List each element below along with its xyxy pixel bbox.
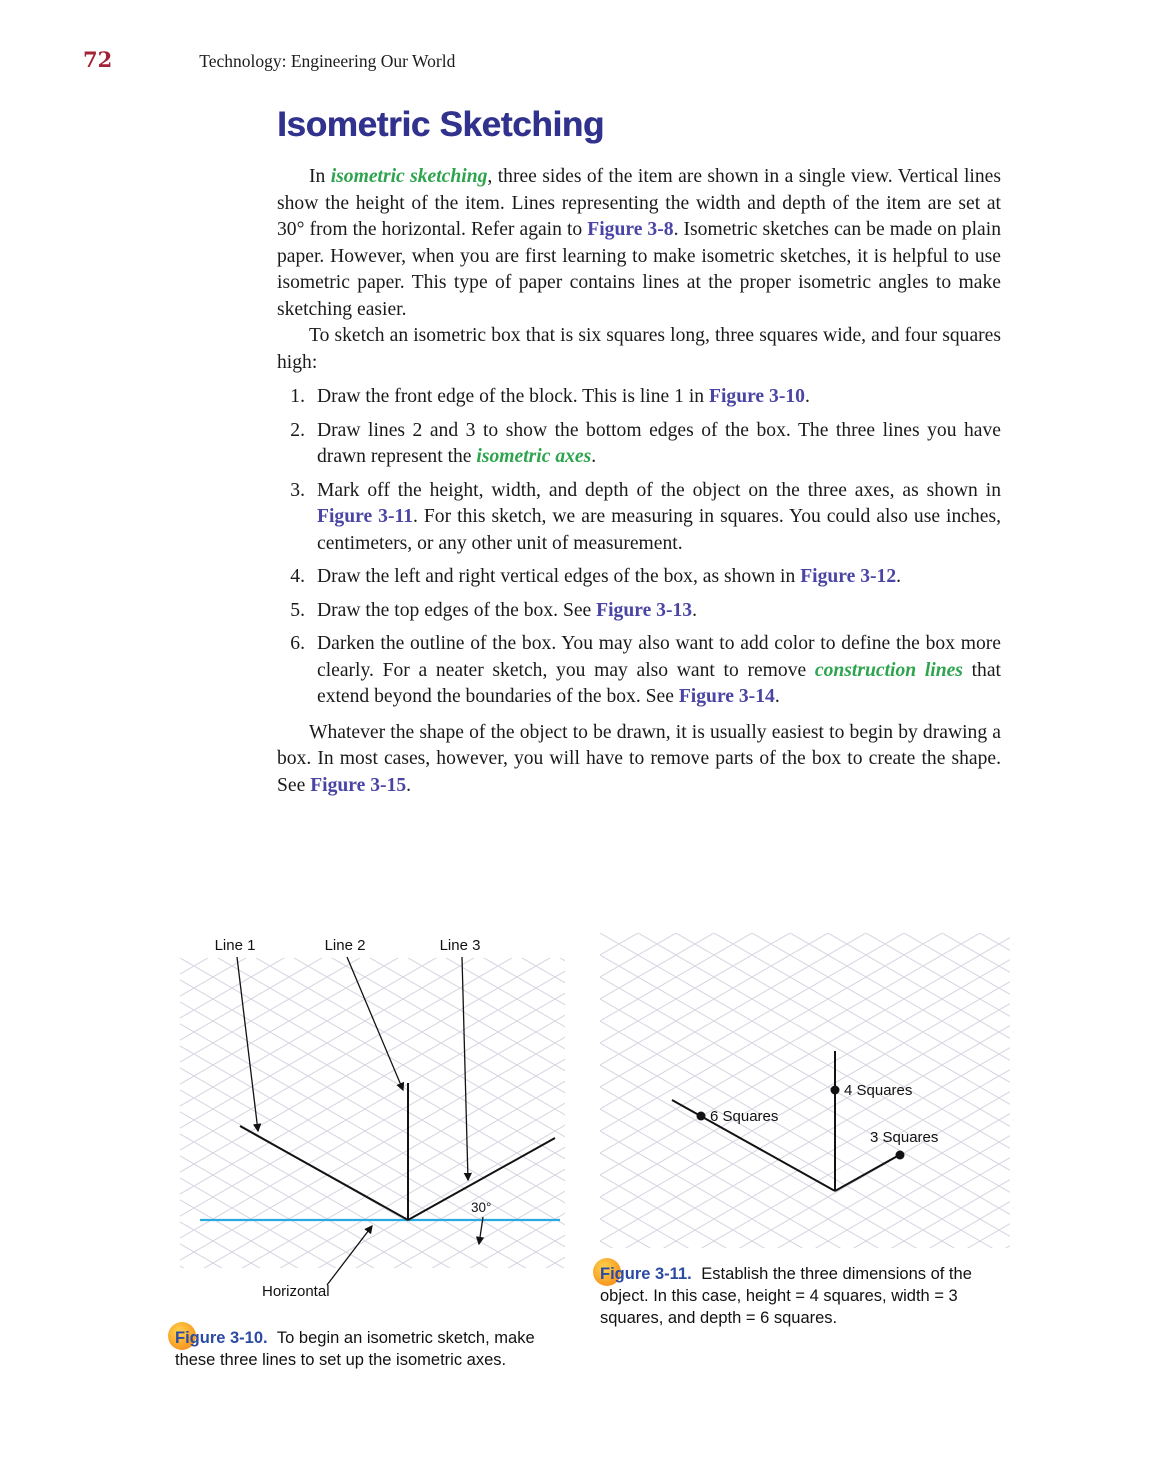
step-number: 6. [290,633,305,654]
text-run: . Isometric sketches can be made on plain paper. However, when you are first learning to make isometric sketches, it is helpful to use isometric paper. This type of paper contains lines at the proper isometric angles to make sketching easier. [277,219,1001,320]
text-run: . [406,774,412,796]
figure-reference: Figure 3-14 [678,686,775,707]
text-run: In [309,166,331,187]
width-mark-point [896,1151,905,1160]
text-run: . [774,686,780,707]
page-number: 72 [83,47,113,72]
lead-in-paragraph [277,323,1001,376]
isometric-grid-paper [180,958,565,1268]
line-2-label: Line 2 [324,937,366,954]
text-run: . [896,566,902,587]
key-term: construction lines [814,659,963,681]
step-number: 3. [290,479,305,501]
running-title: Technology: Engineering Our World [199,51,456,71]
intro-paragraph [277,164,1001,323]
figure-reference: Figure 3-10 [708,386,805,407]
text-run: , three sides of the item are shown in a single view. Vertical lines show the height of the item. Lines representing the width and depth of the item are set at 30° from the horizontal. Refer again to [277,166,1001,240]
caption-label: Figure 3-11. [600,1265,692,1283]
caption-label: Figure 3-10. [175,1329,268,1347]
text-run: . [591,446,597,467]
steps-list [277,384,1001,711]
text-run: . [692,599,698,621]
line-1-label: Line 1 [214,937,256,954]
height-label: 4 Squares [844,1082,913,1099]
figure-3-11-caption [600,1263,975,1329]
figure-3-10 [175,933,567,1371]
text-run: Whatever the shape of the object to be drawn, it is usually easiest to begin by drawing a box. In most cases, however, you will have to remove parts of the box to create the shape. See [277,721,1001,796]
caption-text: Establish the three dimensions of the object. In this case, height = 4 squares, width = 3 squares, and depth = 6 squares. [600,1265,972,1327]
step-text [317,420,1001,468]
step-item [277,418,1001,471]
step-number: 2. [290,419,305,441]
text-run: . For this sketch, we are measuring in squares. You could also use inches, centimeters, or any other unit of measurement. [317,506,1001,554]
step-item [277,631,1001,711]
figure-3-10-diagram [175,933,567,1308]
figure-3-11 [600,933,1010,1329]
figure-reference: Figure 3-11 [317,506,413,527]
angle-30-label: 30° [471,1200,492,1215]
figure-reference: Figure 3-12 [800,566,897,587]
text-run: Draw the top edges of the box. See [317,599,597,621]
step-item [277,598,1001,625]
step-text [317,633,1001,707]
text-run: Mark off the height, width, and depth of the object on the three axes, as shown in [317,479,1001,501]
line-3-label: Line 3 [439,937,481,954]
step-item [277,564,1001,591]
depth-mark-point [697,1112,706,1121]
text-run: Darken the outline of the box. You may also want to add color to define the box more clearly. For a neater sketch, you may also want to remove [317,633,1001,681]
step-number: 5. [290,599,305,621]
height-mark-point [831,1086,840,1095]
depth-label: 6 Squares [710,1108,779,1125]
caption-text: To begin an isometric sketch, make these three lines to set up the isometric axes. [175,1329,535,1369]
horizontal-label: Horizontal [262,1283,330,1300]
step-number: 4. [290,566,305,587]
step-item [277,478,1001,558]
key-term: isometric sketching [330,166,488,187]
closing-paragraph [277,720,1001,800]
step-text [317,480,1001,554]
isometric-grid-paper [600,933,1010,1248]
figure-reference: Figure 3-15 [310,774,407,796]
step-item [277,384,1001,411]
text-run: Draw lines 2 and 3 to show the bottom edges of the box. The three lines you have drawn represent the [317,419,1001,467]
main-content [277,106,1001,799]
figure-3-11-diagram [600,933,1010,1248]
text-run: Draw the front edge of the block. This is line 1 in [317,386,709,407]
step-number: 1. [290,386,305,407]
text-run: that extend beyond the boundaries of the box. See [317,659,1001,707]
text-run: To sketch an isometric box that is six squares long, three squares wide, and four squares high: [277,325,1001,373]
text-run: . [804,386,810,407]
figure-3-10-caption [175,1327,543,1371]
figure-reference: Figure 3-13 [596,599,693,621]
text-run: Draw the left and right vertical edges of the box, as shown in [317,566,801,587]
step-text [317,566,901,587]
key-term: isometric axes [476,446,592,467]
width-label: 3 Squares [870,1129,939,1146]
section-title: Isometric Sketching [277,105,604,144]
figure-reference: Figure 3-8 [587,219,674,240]
step-text [317,386,810,407]
running-header [83,47,455,72]
step-text [317,600,697,621]
